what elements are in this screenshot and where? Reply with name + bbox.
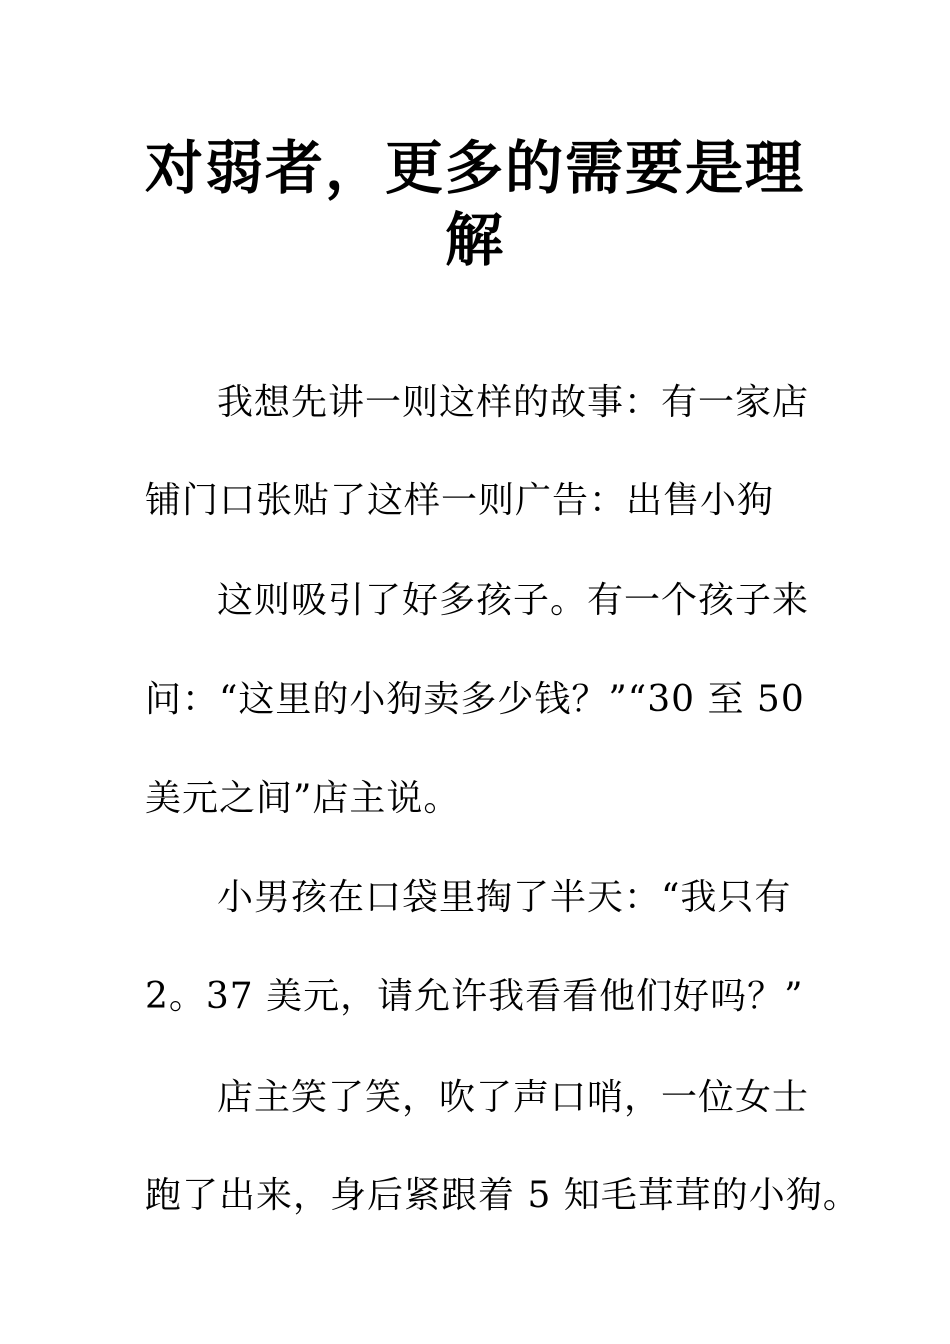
paragraph-2-line-3: 美元之间”店主说。: [145, 778, 461, 819]
paragraph-1-line-2: 铺门口张贴了这样一则广告：出售小狗: [145, 480, 775, 521]
paragraph-2-line-2: 问：“这里的小狗卖多少钱？”“30 至 50: [145, 679, 805, 720]
paragraph-3-line-1: 小男孩在口袋里掏了半天：“我只有: [217, 877, 792, 918]
paragraph-4-line-2: 跑了出来，身后紧跟着 5 知毛茸茸的小狗。: [145, 1175, 860, 1216]
paragraph-4-line-1: 店主笑了笑，吹了声口哨，一位女士: [217, 1077, 810, 1118]
paragraph-2-line-1: 这则吸引了好多孩子。有一个孩子来: [217, 580, 810, 621]
paragraph-3-line-2: 2。37 美元，请允许我看看他们好吗？”: [145, 976, 804, 1017]
paragraph-1-line-1: 我想先讲一则这样的故事：有一家店: [217, 382, 810, 423]
document-title: 对弱者，更多的需要是理解: [145, 134, 806, 274]
